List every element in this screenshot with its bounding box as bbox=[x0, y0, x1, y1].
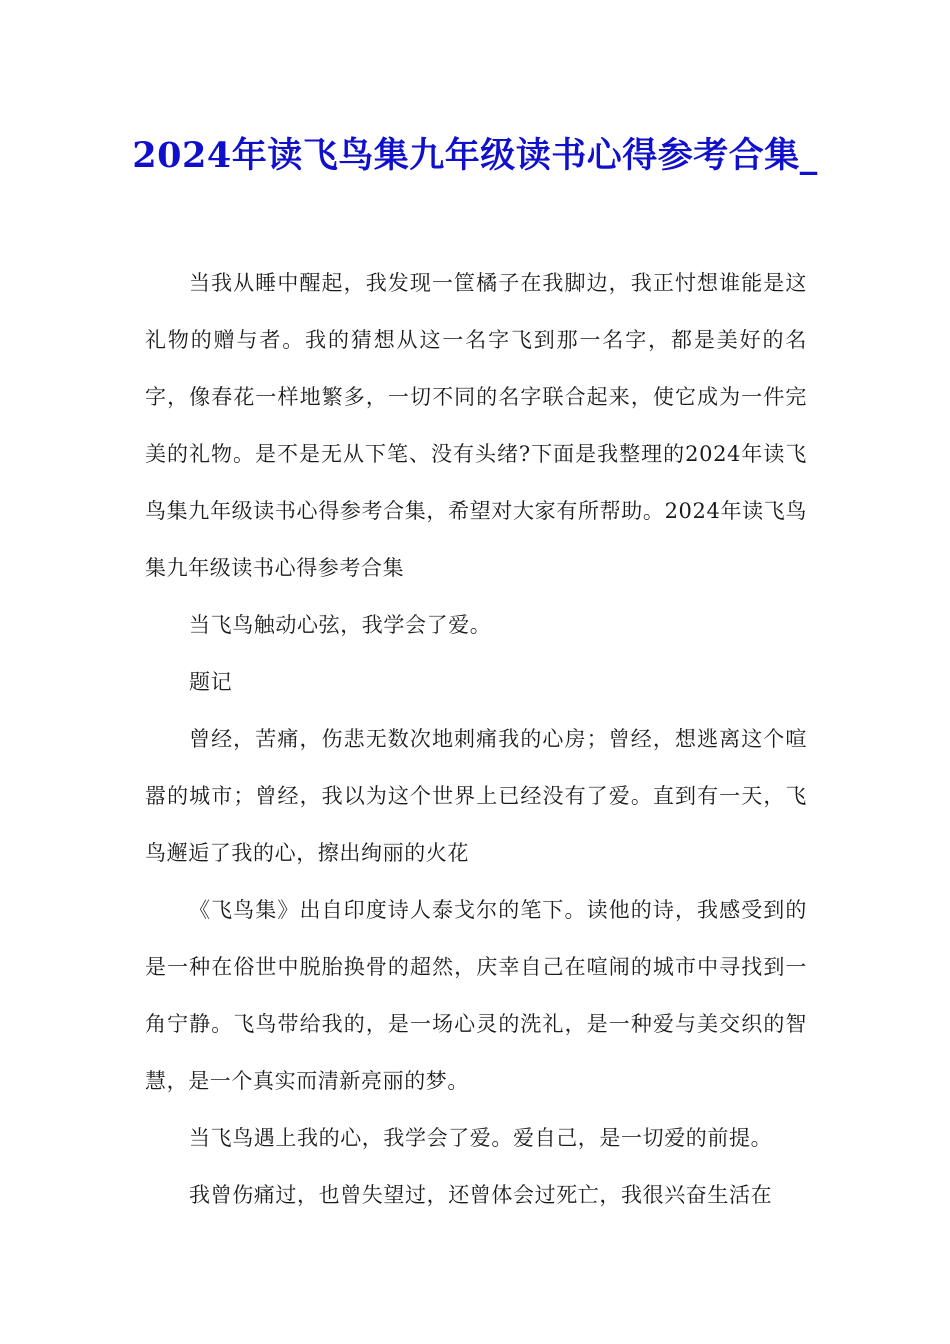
paragraph-pain: 我曾伤痛过，也曾失望过，还曾体会过死亡，我很兴奋生活在 bbox=[189, 1183, 773, 1207]
paragraph-heading-line: 当飞鸟触动心弦，我学会了爱。 bbox=[189, 613, 492, 637]
document-title: 2024年读飞鸟集九年级读书心得参考合集_ bbox=[132, 135, 818, 176]
paragraph-book-intro: 《飞鸟集》出自印度诗人泰戈尔的笔下。读他的诗，我感受到的是一种在俗世中脱胎换骨的超然，庆幸自己在喧闹的城市中寻找到一角宁静。飞鸟带给我的，是一场心灵的洗礼，是一种爱与美交织的智慧，是一个真实而清新亮丽的梦。 bbox=[145, 898, 807, 1093]
paragraph-epigraph-label: 题记 bbox=[189, 670, 233, 694]
document-body bbox=[145, 255, 807, 1224]
paragraph-intro: 当我从睡中醒起，我发现一筐橘子在我脚边，我正忖想谁能是这礼物的赠与者。我的猜想从这一名字飞到那一名字，都是美好的名字，像春花一样地繁多，一切不同的名字联合起来，使它成为一件完美的礼物。是不是无从下笔、没有头绪?下面是我整理的2024年读飞鸟集九年级读书心得参考合集，希望对大家有所帮助。2024年读飞鸟集九年级读书心得参考合集 bbox=[145, 271, 807, 580]
paragraph-love-self: 当飞鸟遇上我的心，我学会了爱。爱自己，是一切爱的前提。 bbox=[189, 1126, 773, 1150]
paragraph-once: 曾经，苦痛，伤悲无数次地刺痛我的心房；曾经，想逃离这个喧嚣的城市；曾经，我以为这个世界上已经没有了爱。直到有一天，飞鸟邂逅了我的心，擦出绚丽的火花 bbox=[145, 727, 807, 865]
